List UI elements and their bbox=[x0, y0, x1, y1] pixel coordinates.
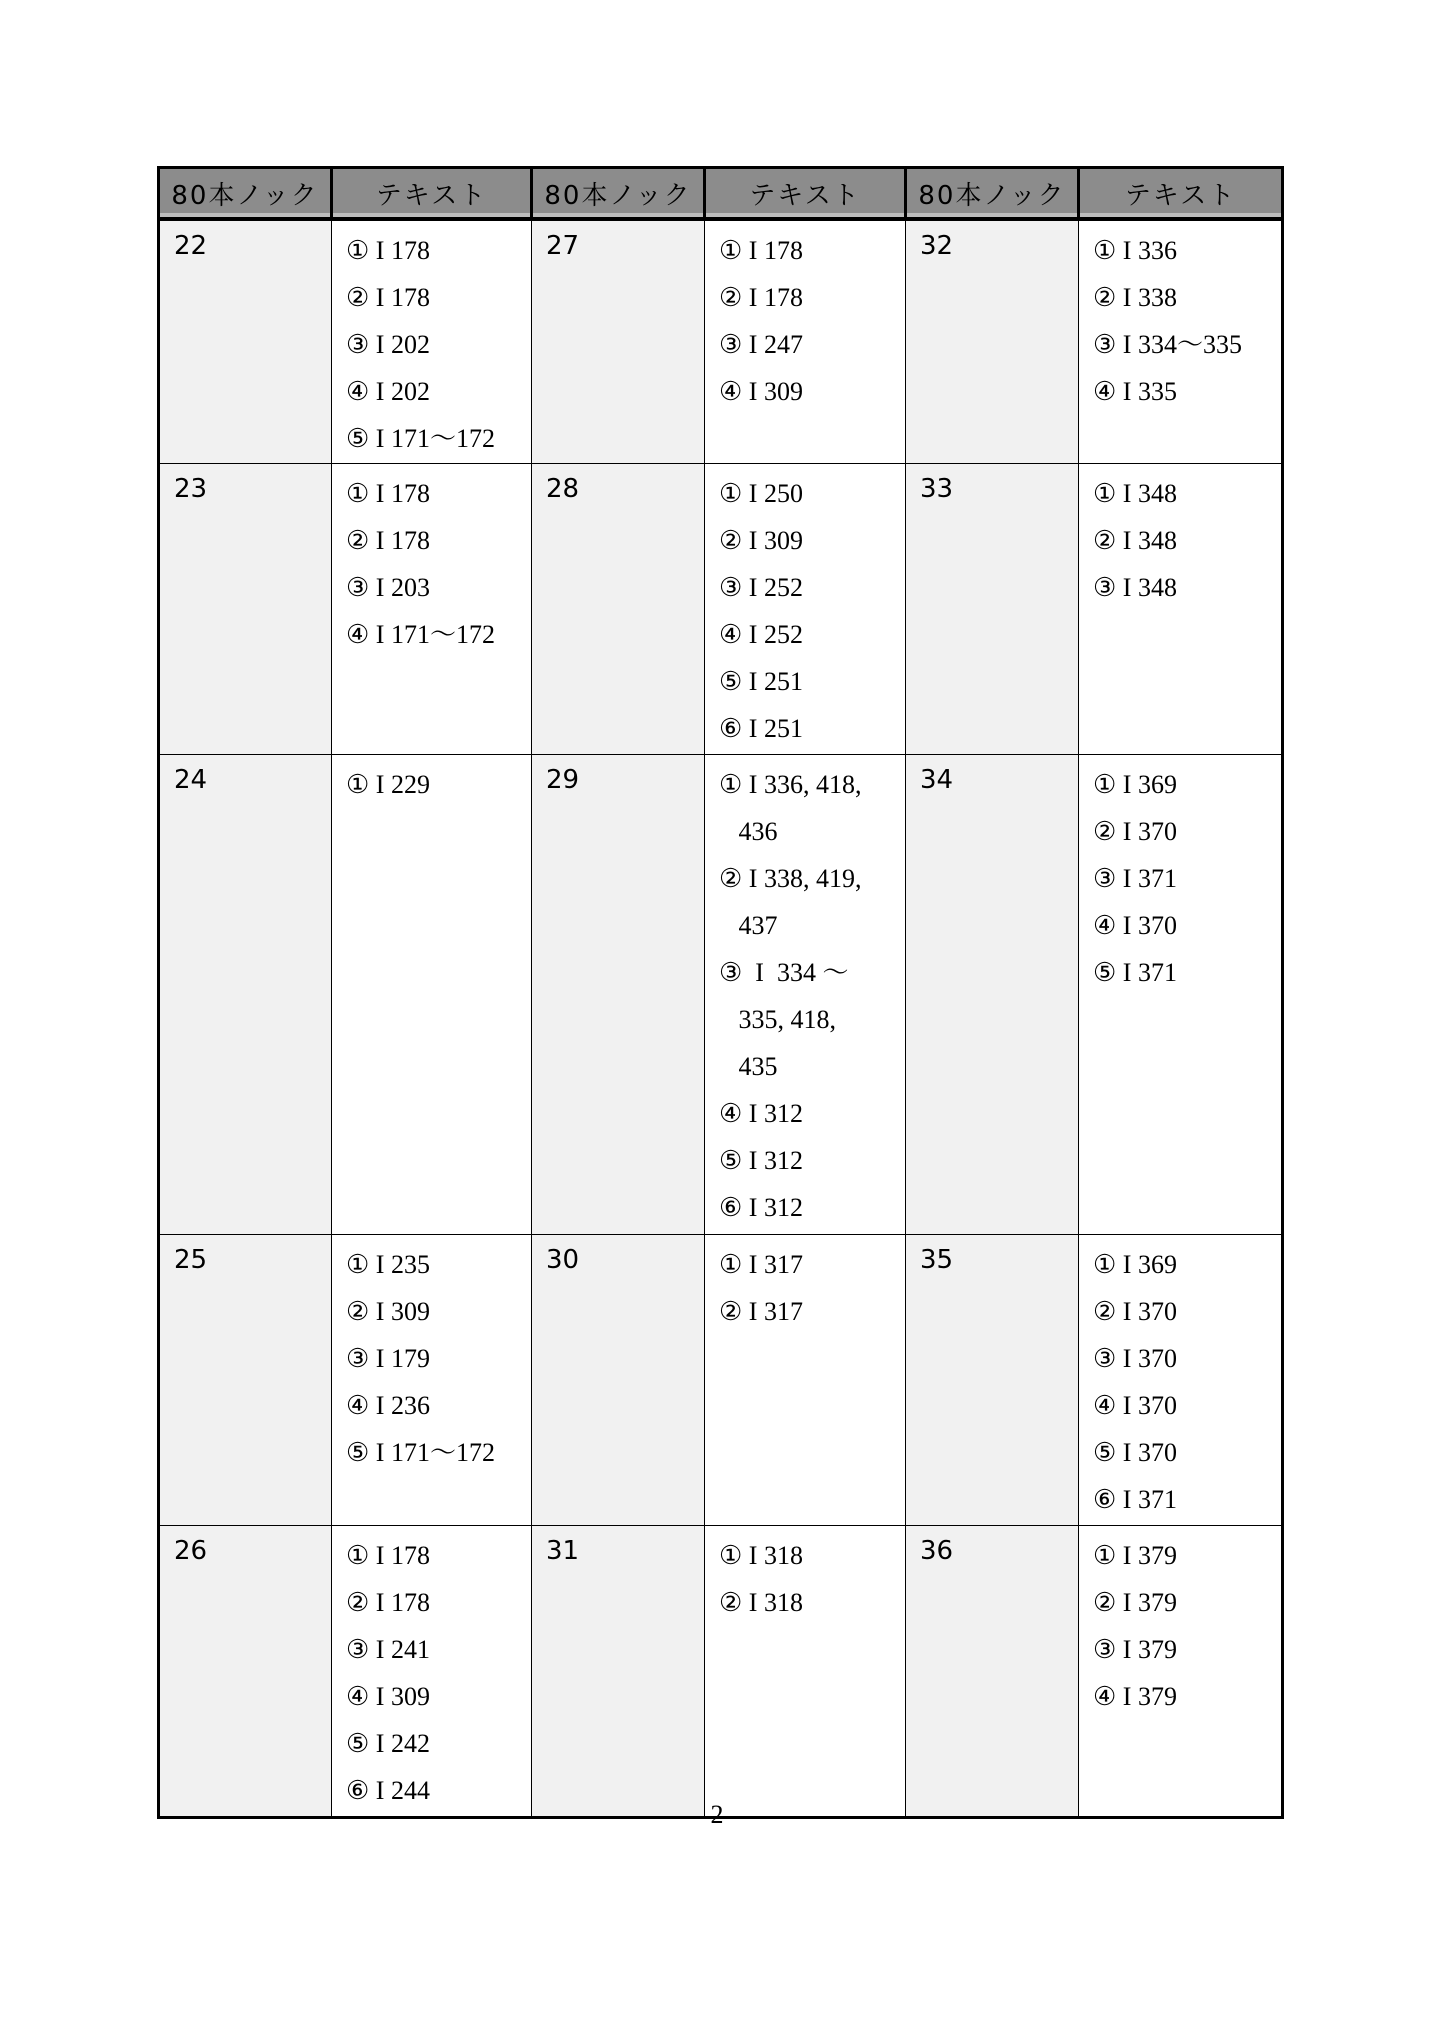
knock-number: 32 bbox=[906, 219, 1079, 464]
reference-item: ④ I 202 bbox=[346, 377, 430, 406]
reference-item: ① I 379 bbox=[1093, 1541, 1177, 1570]
text-references bbox=[705, 464, 906, 755]
reference-item: ⑥ I 244 bbox=[346, 1776, 430, 1805]
table-row bbox=[159, 464, 1283, 755]
reference-item: ③ I 370 bbox=[1093, 1344, 1177, 1373]
reference-item: ④ I 171～172 bbox=[346, 620, 495, 649]
reference-item: ⑤ I 242 bbox=[346, 1729, 430, 1758]
reference-item: ② I 348 bbox=[1093, 526, 1177, 555]
reference-item: ① I 336 bbox=[1093, 236, 1177, 265]
text-references bbox=[332, 1526, 532, 1818]
knock-number: 30 bbox=[532, 1235, 705, 1526]
reference-item: ② I 370 bbox=[1093, 817, 1177, 846]
reference-item: ④ I 335 bbox=[1093, 377, 1177, 406]
reference-item: ① I 318 bbox=[719, 1541, 803, 1570]
reference-item: ③ I 379 bbox=[1093, 1635, 1177, 1664]
reference-item: ⑤ I 370 bbox=[1093, 1438, 1177, 1467]
text-references bbox=[332, 219, 532, 464]
reference-list bbox=[1093, 227, 1281, 415]
text-references bbox=[705, 1526, 906, 1818]
reference-item: ③ I 203 bbox=[346, 573, 430, 602]
reference-item: ③ I 334～335 bbox=[1093, 330, 1242, 359]
reference-item: ② I 178 bbox=[346, 526, 430, 555]
text-references bbox=[1079, 755, 1283, 1235]
reference-item: ⑤ I 171～172 bbox=[346, 1438, 495, 1467]
table-row bbox=[159, 755, 1283, 1235]
reference-item: ① I 348 bbox=[1093, 479, 1177, 508]
reference-item: ② I 178 bbox=[346, 283, 430, 312]
text-references bbox=[705, 1235, 906, 1526]
reference-list bbox=[1093, 1532, 1281, 1720]
reference-item: ④ I 309 bbox=[346, 1682, 430, 1711]
reference-list bbox=[719, 227, 905, 415]
text-references bbox=[332, 755, 532, 1235]
knock-number: 35 bbox=[906, 1235, 1079, 1526]
reference-list bbox=[1093, 470, 1281, 611]
reference-item: ③ I 202 bbox=[346, 330, 430, 359]
reference-item: ① I 178 bbox=[346, 479, 430, 508]
reference-item: ⑤ I 312 bbox=[719, 1146, 803, 1175]
reference-item: ① I 178 bbox=[346, 236, 430, 265]
reference-item: 435 bbox=[719, 1052, 778, 1081]
reference-item: ① I 235 bbox=[346, 1250, 430, 1279]
reference-item: ② I 178 bbox=[719, 283, 803, 312]
reference-item: ④ I 370 bbox=[1093, 1391, 1177, 1420]
table-header-row bbox=[159, 168, 1283, 220]
header-knock-3: 80本ノック bbox=[906, 168, 1079, 220]
reference-item: ③ I 179 bbox=[346, 1344, 430, 1373]
reference-item: ② I 178 bbox=[346, 1588, 430, 1617]
knock-number: 27 bbox=[532, 219, 705, 464]
reference-item: ① I 369 bbox=[1093, 1250, 1177, 1279]
reference-item: 437 bbox=[719, 911, 778, 940]
reference-list bbox=[346, 227, 531, 462]
reference-table bbox=[157, 166, 1284, 1819]
text-references bbox=[1079, 1526, 1283, 1818]
reference-item: ④ I 370 bbox=[1093, 911, 1177, 940]
reference-item: ① I 250 bbox=[719, 479, 803, 508]
reference-list bbox=[346, 1241, 531, 1476]
reference-item: ⑤ I 171～172 bbox=[346, 424, 495, 453]
reference-item: ④ I 309 bbox=[719, 377, 803, 406]
knock-number: 22 bbox=[159, 219, 332, 464]
reference-list bbox=[719, 1241, 905, 1335]
reference-item: ③ I 371 bbox=[1093, 864, 1177, 893]
knock-number: 29 bbox=[532, 755, 705, 1235]
reference-item: ③ I 252 bbox=[719, 573, 803, 602]
reference-item: ① I 178 bbox=[719, 236, 803, 265]
knock-number: 31 bbox=[532, 1526, 705, 1818]
reference-item: ① I 229 bbox=[346, 770, 430, 799]
reference-item: ② I 370 bbox=[1093, 1297, 1177, 1326]
knock-number: 34 bbox=[906, 755, 1079, 1235]
table-row bbox=[159, 1526, 1283, 1818]
reference-item: 436 bbox=[719, 817, 778, 846]
reference-item: ⑤ I 371 bbox=[1093, 958, 1177, 987]
reference-item: ① I 336, 418, bbox=[719, 770, 862, 799]
table-row bbox=[159, 219, 1283, 464]
reference-item: ④ I 379 bbox=[1093, 1682, 1177, 1711]
header-knock-1: 80本ノック bbox=[159, 168, 332, 220]
header-text-1: テキスト bbox=[332, 168, 532, 220]
reference-list bbox=[346, 761, 531, 808]
reference-item: ① I 317 bbox=[719, 1250, 803, 1279]
reference-item: ② I 379 bbox=[1093, 1588, 1177, 1617]
reference-item: ③ I 247 bbox=[719, 330, 803, 359]
text-references bbox=[1079, 219, 1283, 464]
reference-item: 335, 418, bbox=[719, 1005, 836, 1034]
reference-item: ⑥ I 251 bbox=[719, 714, 803, 743]
header-knock-2: 80本ノック bbox=[532, 168, 705, 220]
text-references bbox=[332, 1235, 532, 1526]
reference-item: ② I 317 bbox=[719, 1297, 803, 1326]
reference-item: ⑥ I 371 bbox=[1093, 1485, 1177, 1514]
table-row bbox=[159, 1235, 1283, 1526]
reference-list bbox=[1093, 1241, 1281, 1523]
reference-list bbox=[719, 1532, 905, 1626]
page-number: 2 bbox=[710, 1800, 724, 1829]
reference-item: ② I 338 bbox=[1093, 283, 1177, 312]
text-references bbox=[1079, 1235, 1283, 1526]
reference-item: ② I 318 bbox=[719, 1588, 803, 1617]
reference-item: ③ I 241 bbox=[346, 1635, 430, 1664]
reference-item: ② I 309 bbox=[346, 1297, 430, 1326]
knock-number: 25 bbox=[159, 1235, 332, 1526]
reference-list bbox=[1093, 761, 1281, 996]
knock-number: 28 bbox=[532, 464, 705, 755]
header-text-2: テキスト bbox=[705, 168, 906, 220]
reference-item: ① I 369 bbox=[1093, 770, 1177, 799]
text-references bbox=[332, 464, 532, 755]
reference-item: ④ I 312 bbox=[719, 1099, 803, 1128]
reference-item: ④ I 252 bbox=[719, 620, 803, 649]
reference-item: ⑤ I 251 bbox=[719, 667, 803, 696]
reference-item: ③ I 334 ～ bbox=[719, 958, 849, 987]
reference-list bbox=[719, 761, 905, 1231]
reference-list bbox=[346, 1532, 531, 1814]
reference-list bbox=[346, 470, 531, 658]
reference-item: ④ I 236 bbox=[346, 1391, 430, 1420]
header-text-3: テキスト bbox=[1079, 168, 1283, 220]
knock-number: 36 bbox=[906, 1526, 1079, 1818]
reference-item: ③ I 348 bbox=[1093, 573, 1177, 602]
reference-item: ⑥ I 312 bbox=[719, 1193, 803, 1222]
reference-item: ① I 178 bbox=[346, 1541, 430, 1570]
knock-number: 26 bbox=[159, 1526, 332, 1818]
reference-list bbox=[719, 470, 905, 752]
reference-item: ② I 338, 419, bbox=[719, 864, 862, 893]
reference-item: ② I 309 bbox=[719, 526, 803, 555]
text-references bbox=[705, 219, 906, 464]
text-references bbox=[1079, 464, 1283, 755]
knock-number: 24 bbox=[159, 755, 332, 1235]
text-references bbox=[705, 755, 906, 1235]
knock-number: 23 bbox=[159, 464, 332, 755]
knock-number: 33 bbox=[906, 464, 1079, 755]
